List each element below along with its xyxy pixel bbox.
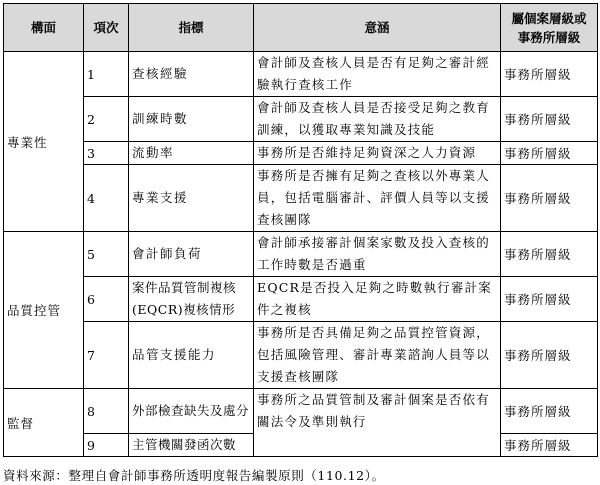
level-cell: 事務所層級 [501,389,598,434]
table-row [4,165,598,232]
row-number: 7 [84,322,129,389]
source-note: 資料來源：整理自會計師事務所透明度報告編製原則（110.12）。 [3,468,385,483]
header-indicator: 指標 [129,4,254,52]
audit-quality-indicator-table [3,3,598,457]
level-cell: 事務所層級 [501,165,598,232]
header-meaning: 意涵 [254,4,501,52]
level-cell: 事務所層級 [501,434,598,457]
level-cell: 事務所層級 [501,52,598,97]
indicator-cell: 專業支援 [129,165,254,232]
indicator-cell: 主管機關發函次數 [129,434,254,457]
level-cell: 事務所層級 [501,277,598,322]
table-row [4,322,598,389]
level-cell: 事務所層級 [501,322,598,389]
row-number: 1 [84,52,129,97]
header-level-line1: 屬個案層級或 [511,10,587,26]
meaning-cell: 事務所是否擁有足夠之查核以外專業人員，包括電腦審計、評價人員等以支援查核團隊 [254,165,501,232]
row-number: 3 [84,142,129,165]
row-number: 5 [84,232,129,277]
meaning-cell: 會計師及查核人員是否接受足夠之教育訓練，以獲取專業知識及技能 [254,97,501,142]
table-row [4,277,598,322]
indicator-cell: 訓練時數 [129,97,254,142]
level-cell: 事務所層級 [501,97,598,142]
meaning-cell: 會計師及查核人員是否有足夠之審計經驗執行查核工作 [254,52,501,97]
header-aspect: 構面 [4,4,84,52]
table-row [4,97,598,142]
aspect-cell: 監督 [4,389,84,457]
meaning-cell: 事務所是否維持足夠資深之人力資源 [254,142,501,165]
header-row [4,4,598,52]
table-row [4,142,598,165]
meaning-cell: EQCR是否投入足夠之時數執行審計案件之複核 [254,277,501,322]
row-number: 6 [84,277,129,322]
header-level [501,4,598,52]
meaning-cell: 會計師承接審計個案家數及投入查核的工作時數是否過重 [254,232,501,277]
row-number: 2 [84,97,129,142]
indicator-cell: 查核經驗 [129,52,254,97]
indicator-cell: 案件品質管制複核(EQCR)複核情形 [129,277,254,322]
indicator-cell: 外部檢查缺失及處分 [129,389,254,434]
table-row [4,232,598,277]
meaning-cell: 事務所是否具備足夠之品質控管資源，包括風險管理、審計專業諮詢人員等以支援查核團隊 [254,322,501,389]
indicator-cell: 會計師負荷 [129,232,254,277]
header-level-line2: 事務所層級 [517,29,581,45]
row-number: 4 [84,165,129,232]
row-number: 9 [84,434,129,457]
indicator-table-container [3,3,597,457]
level-cell: 事務所層級 [501,142,598,165]
aspect-cell: 專業性 [4,52,84,232]
meaning-cell: 事務所之品質管制及審計個案是否依有關法令及準則執行 [254,389,501,457]
table-row [4,389,598,434]
indicator-cell: 品管支援能力 [129,322,254,389]
level-cell: 事務所層級 [501,232,598,277]
aspect-cell: 品質控管 [4,232,84,389]
indicator-cell: 流動率 [129,142,254,165]
table-row [4,52,598,97]
header-number: 項次 [84,4,129,52]
row-number: 8 [84,389,129,434]
